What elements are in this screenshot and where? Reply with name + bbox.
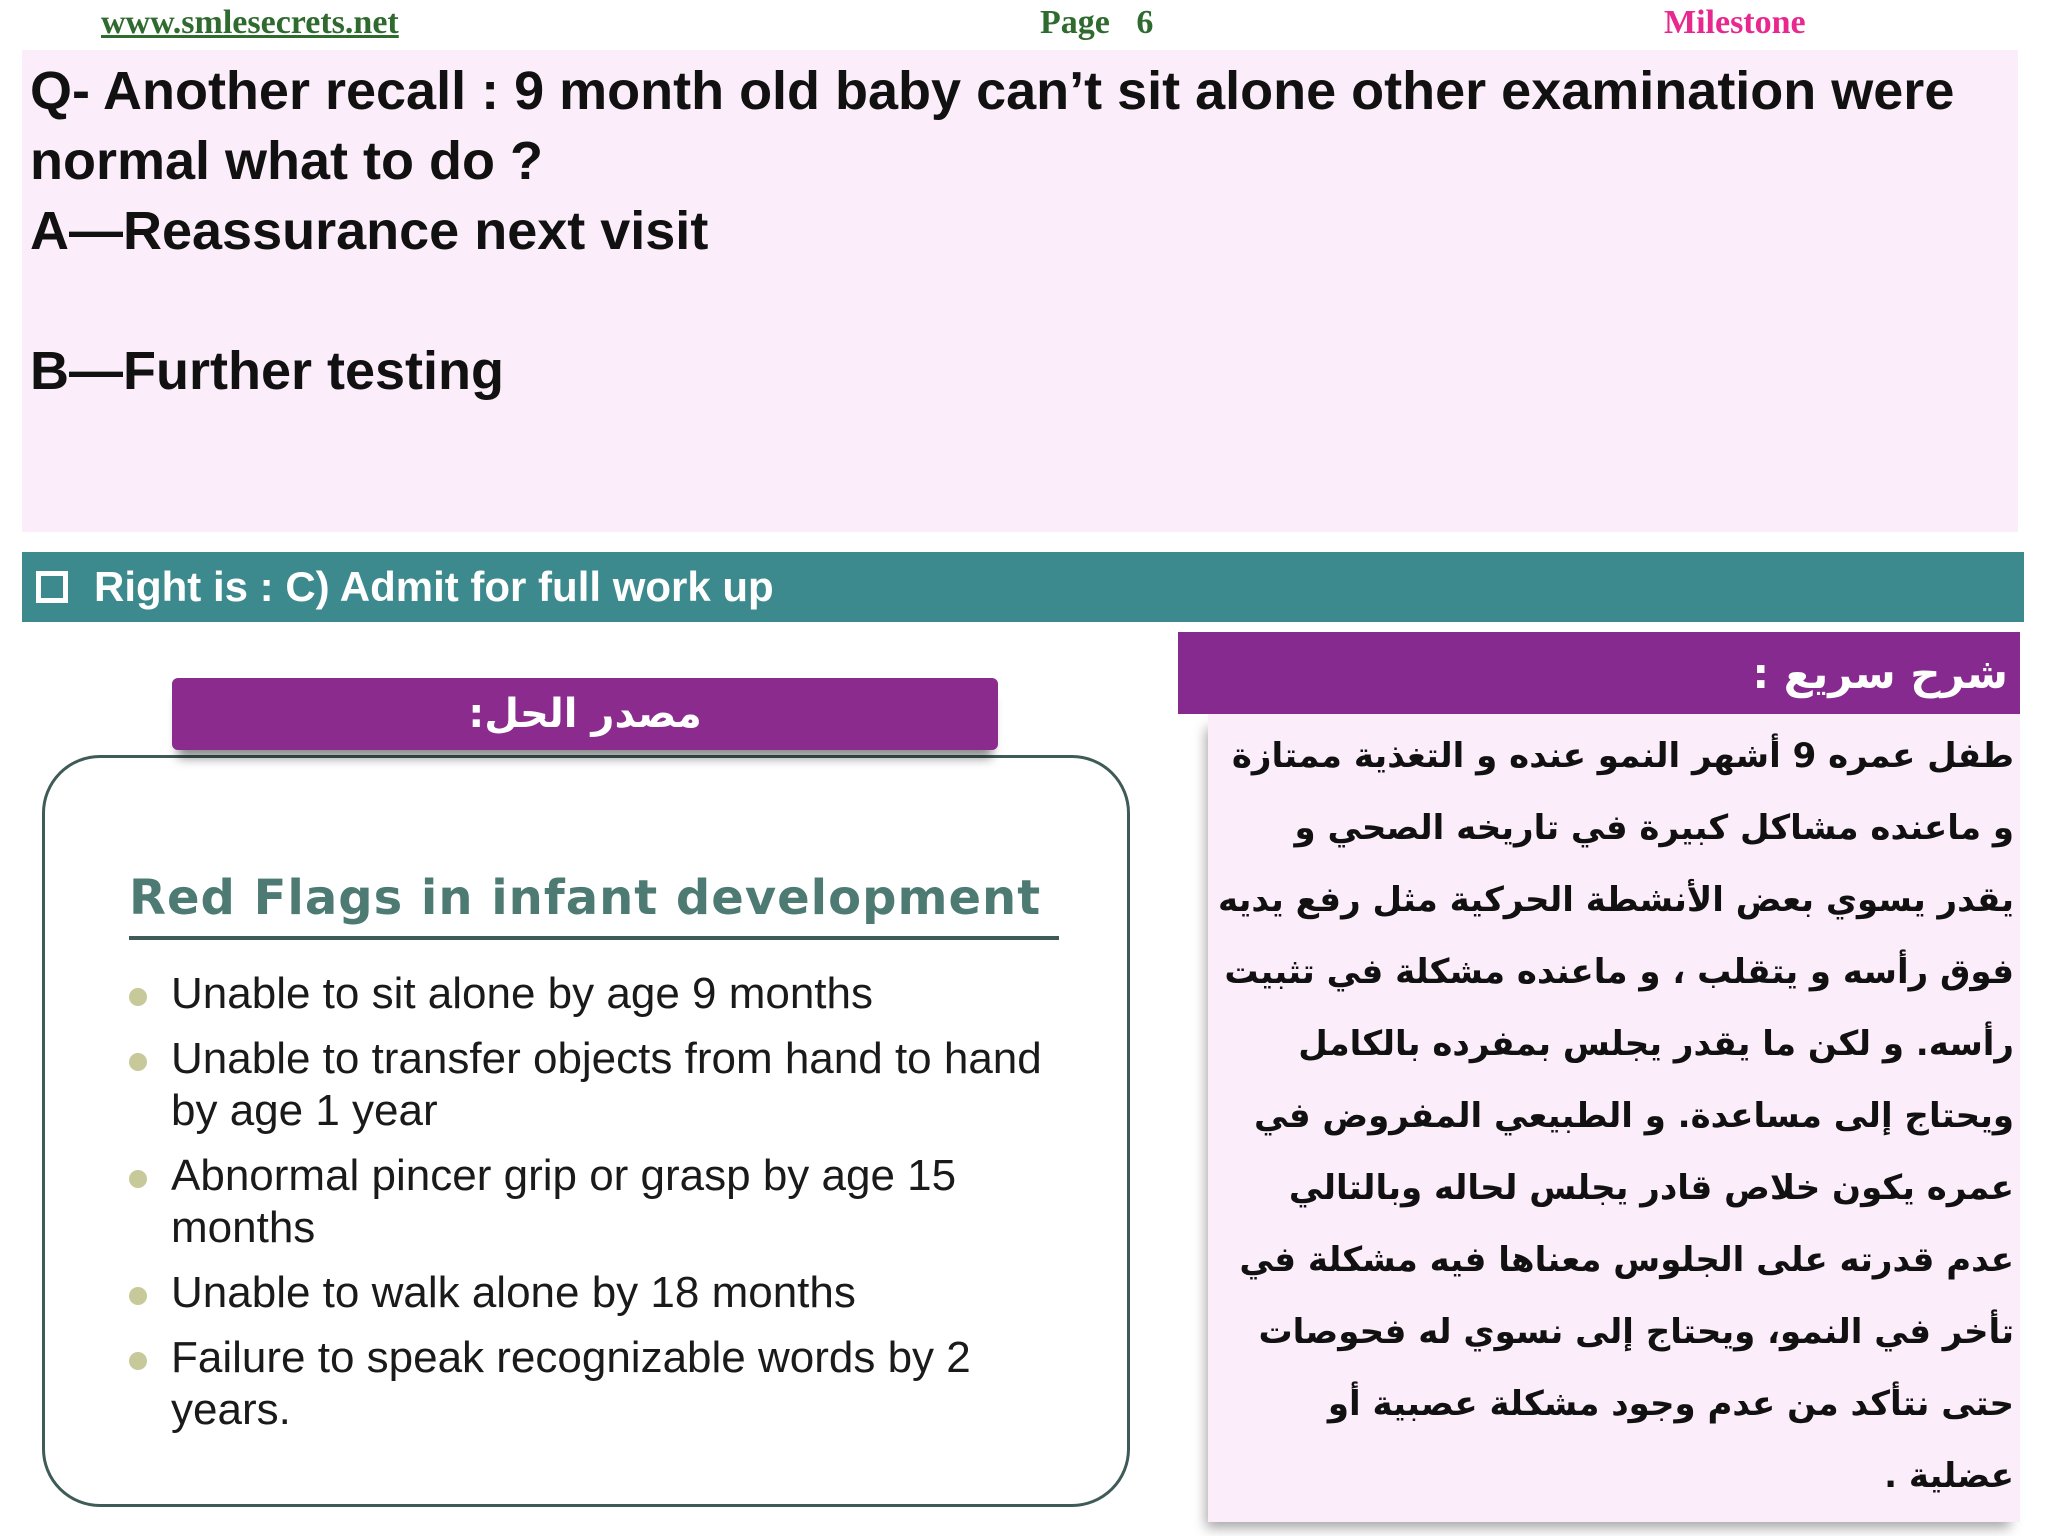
page-header: [0, 0, 2047, 50]
red-flags-card: [42, 755, 1130, 1507]
explanation-box: [1208, 714, 2020, 1522]
bullet-icon: [129, 988, 147, 1006]
list-item: [129, 1267, 1089, 1319]
site-link[interactable]: www.smlesecrets.net: [101, 4, 399, 41]
card-title: Red Flags in infant development: [129, 870, 1059, 940]
answer-bar: [22, 552, 2024, 622]
list-item-text: Abnormal pincer grip or grasp by age 15 months: [171, 1151, 957, 1252]
bullet-icon: [129, 1287, 147, 1305]
answer-text: Right is : C) Admit for full work up: [94, 563, 774, 610]
page-number: Page 6: [1040, 4, 1154, 41]
source-label: مصدر الحل:: [468, 691, 702, 737]
list-item: [129, 1332, 1089, 1436]
red-flags-list: [129, 968, 1089, 1449]
explanation-heading: شرح سريع :: [1752, 648, 2008, 698]
list-item-text: Unable to walk alone by 18 months: [171, 1268, 856, 1317]
brand-label: Milestone: [1664, 4, 1806, 41]
option-b: B—Further testing: [30, 341, 505, 401]
question-text: Q- Another recall : 9 month old baby can’t sit alone other examination were normal what to do ?: [30, 61, 1955, 191]
option-a: A—Reassurance next visit: [30, 201, 709, 261]
explanation-heading-bar: [1178, 632, 2020, 714]
explanation-text: طفل عمره 9 أشهر النمو عنده و التغذية ممتازة و ماعنده مشاكل كبيرة في تاريخه الصحي و يقدر يسوي بعض الأنشطة الحركية مثل رفع يديه فوق رأسه و يتقلب ، و ماعنده مشكلة في تثبيت رأسه. و لكن ما يقدر يجلس بمفرده بالكامل ويحتاج إلى مساعدة. و الطبيعي المفروض في عمره يكون خلاص قادر يجلس لحاله وبالتالي عدم قدرته على الجلوس معناها فيه مشكلة في تأخر في النمو، ويحتاج إلى نسوي له فحوصات حتى نتأكد من عدم وجود مشكلة عصبية أو عضلية .: [1217, 736, 2014, 1496]
list-item-text: Unable to transfer objects from hand to hand by age 1 year: [171, 1034, 1042, 1135]
list-item: [129, 1150, 1089, 1254]
bullet-icon: [129, 1352, 147, 1370]
list-item-text: Failure to speak recognizable words by 2 years.: [171, 1333, 971, 1434]
bullet-icon: [129, 1053, 147, 1071]
source-label-tab: [172, 678, 998, 750]
list-item-text: Unable to sit alone by age 9 months: [171, 969, 874, 1018]
list-item: [129, 968, 1089, 1020]
list-item: [129, 1033, 1089, 1137]
bullet-icon: [129, 1170, 147, 1188]
question-box: [22, 50, 2018, 532]
checkbox-icon: [36, 571, 68, 603]
